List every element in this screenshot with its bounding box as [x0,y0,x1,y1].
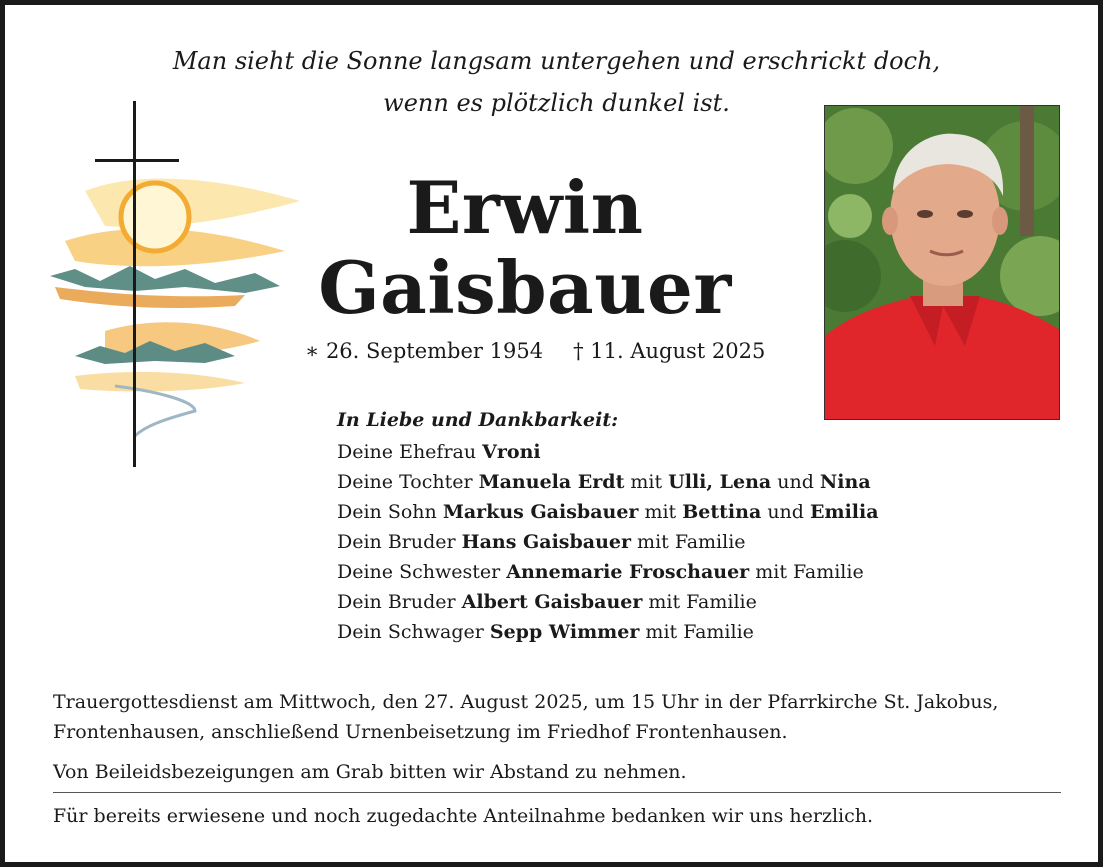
mountain-ridges [50,266,280,436]
mourner-relation-text: Deine Schwester [337,561,507,583]
mourner-relation-text: Dein Sohn [337,501,443,523]
mourner-name: Ulli, Lena [668,471,772,493]
mourner-relation-text: und [771,471,820,493]
mourner-name: Albert Gaisbauer [461,591,643,613]
mourner-line [337,437,879,467]
portrait-photo [824,105,1060,420]
death-date: † 11. August 2025 [573,339,766,363]
mourner-lines [337,437,879,647]
mourner-relation-text: Dein Bruder [337,591,462,613]
life-dates [305,339,795,363]
mourner-line [337,557,879,587]
mourner-relation-text: mit [638,501,683,523]
divider [53,792,1061,793]
mourner-name: Manuela Erdt [478,471,625,493]
mourner-name: Sepp Wimmer [489,621,640,643]
last-name: Gaisbauer [318,245,732,330]
first-name: Erwin [406,165,644,250]
mourner-relation-text: mit Familie [639,621,754,643]
birth-date: ∗ 26. September 1954 [305,339,544,363]
mourner-relation-text: mit Familie [631,531,746,553]
mourner-line [337,527,879,557]
thanks-text: Für bereits erwiesene und noch zugedachte Anteilnahme bedanken wir uns herzlich. [53,805,874,827]
mourner-name: Emilia [810,501,879,523]
mourner-name: Vroni [482,441,541,463]
mourner-relation-text: Dein Bruder [337,531,462,553]
service-info: Trauergottesdienst am Mittwoch, den 27. August 2025, um 15 Uhr in der Pfarrkirche St. Jakobus, Frontenhausen, anschließend Urnenbeisetzung im Friedhof Frontenhausen. [53,691,999,743]
mourner-relation-text: mit Familie [749,561,864,583]
mourners-intro: In Liebe und Dankbarkeit: [337,409,619,431]
mourner-name: Markus Gaisbauer [442,501,639,523]
mourner-line [337,467,879,497]
mourner-name: Nina [819,471,871,493]
mourner-relation-text: mit Familie [642,591,757,613]
mourners-list [337,405,879,647]
mourner-relation-text: Deine Tochter [337,471,479,493]
sun-circle [121,183,189,251]
mourner-relation-text: mit [624,471,669,493]
quote-line-1: Man sieht die Sonne langsam untergehen und erschrickt doch, [172,47,941,75]
portrait-illustration [825,106,1060,420]
mourner-relation-text: Deine Ehefrau [337,441,483,463]
mourner-line [337,587,879,617]
mourner-line [337,617,879,647]
mourner-relation-text: und [761,501,810,523]
mourner-name: Annemarie Froschauer [506,561,750,583]
quote-line-2: wenn es plötzlich dunkel ist. [383,89,730,117]
condolence-note: Von Beileidsbezeigungen am Grab bitten wir Abstand zu nehmen. [53,761,687,783]
mourner-name: Bettina [682,501,762,523]
mourner-name: Hans Gaisbauer [461,531,632,553]
mourner-line [337,497,879,527]
mourner-relation-text: Dein Schwager [337,621,490,643]
